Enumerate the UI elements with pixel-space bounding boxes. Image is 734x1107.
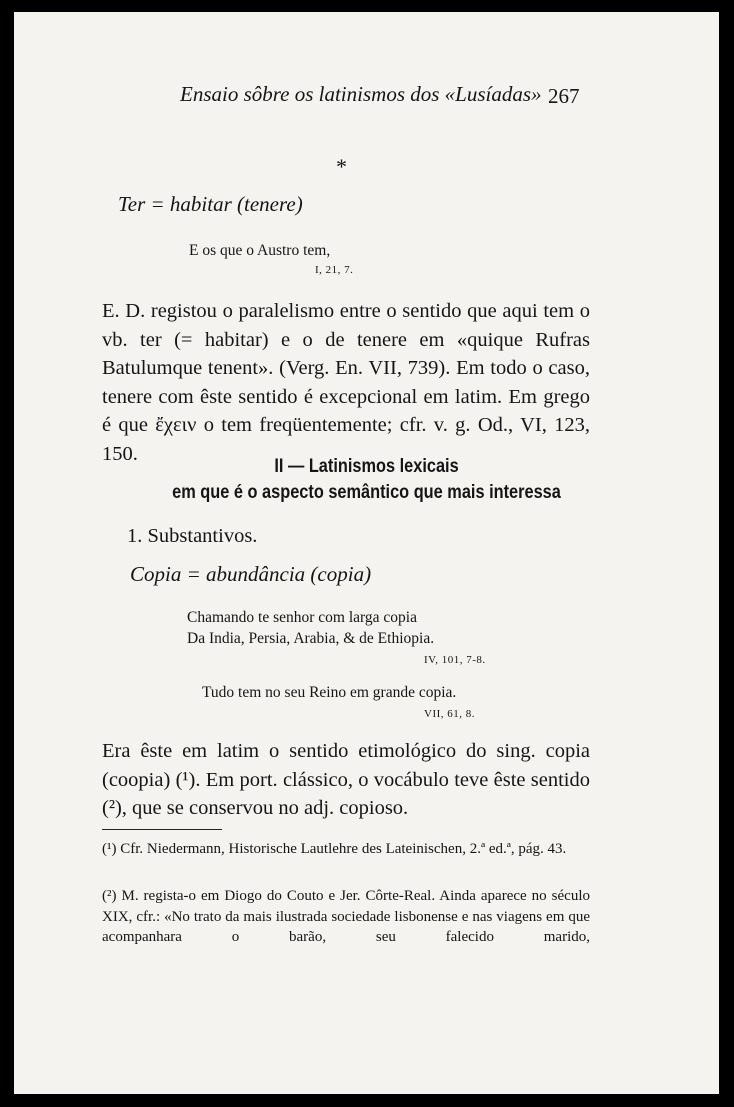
footnote-rule: [102, 829, 222, 830]
paragraph-text: E. D. registou o paralelismo entre o sentido que aqui tem o vb. ter (= habitar) e o de tenere em «quique Rufras Batulumque tenent». (Verg. En. VII, 739). Em todo o caso, tenere com êste sentido é excepcional em latim. Em grego é que ἔχειν o tem freqüentemente; cfr. v. g. Od., VI, 123, 150.: [102, 300, 590, 465]
quote-line: Chamando te senhor com larga copia: [187, 609, 417, 626]
paragraph-ter: [102, 297, 590, 469]
paragraph-copia: [102, 737, 590, 823]
quote-line: Tudo tem no seu Reino em grande copia.: [202, 684, 457, 701]
section-subtitle: em que é o aspecto semântico que mais interessa: [172, 482, 561, 503]
book-page: [14, 12, 719, 1094]
quote-reference: I, 21, 7.: [315, 264, 354, 276]
quote-reference: VII, 61, 8.: [424, 708, 476, 720]
quote-reference: IV, 101, 7-8.: [424, 654, 486, 666]
quote-line: Da India, Persia, Arabia, & de Ethiopia.: [187, 630, 435, 647]
section-separator: *: [336, 154, 347, 179]
footnote-1: (¹) Cfr. Niedermann, Historische Lautlehre des Lateinischen, 2.ª ed.ª, pág. 43.: [102, 841, 567, 857]
entry-heading-copia: Copia = abundância (copia): [130, 562, 372, 586]
quote-austro: E os que o Austro tem,: [189, 242, 331, 259]
paragraph-text: Era êste em latim o sentido etimológico do sing. copia (coopia) (¹). Em port. clássico, o vocábulo teve êste sentido (²), que se conservou no adj. copioso.: [102, 740, 590, 820]
entry-heading-ter: Ter = habitar (tenere): [118, 192, 303, 216]
section-title: II — Latinismos lexicais: [274, 456, 459, 477]
page-number: 267: [548, 84, 580, 108]
subsection-heading: 1. Substantivos.: [127, 525, 258, 547]
footnote-2: (²) M. regista-o em Diogo do Couto e Jer. Côrte-Real. Ainda aparece no século XIX, cfr.: «No trato da mais ilustrada sociedade lisbonense e nas viagens em que acompanhara o barão, seu falecido marido,: [102, 888, 590, 945]
running-title: Ensaio sôbre os latinismos dos «Lusíadas»: [180, 82, 542, 106]
